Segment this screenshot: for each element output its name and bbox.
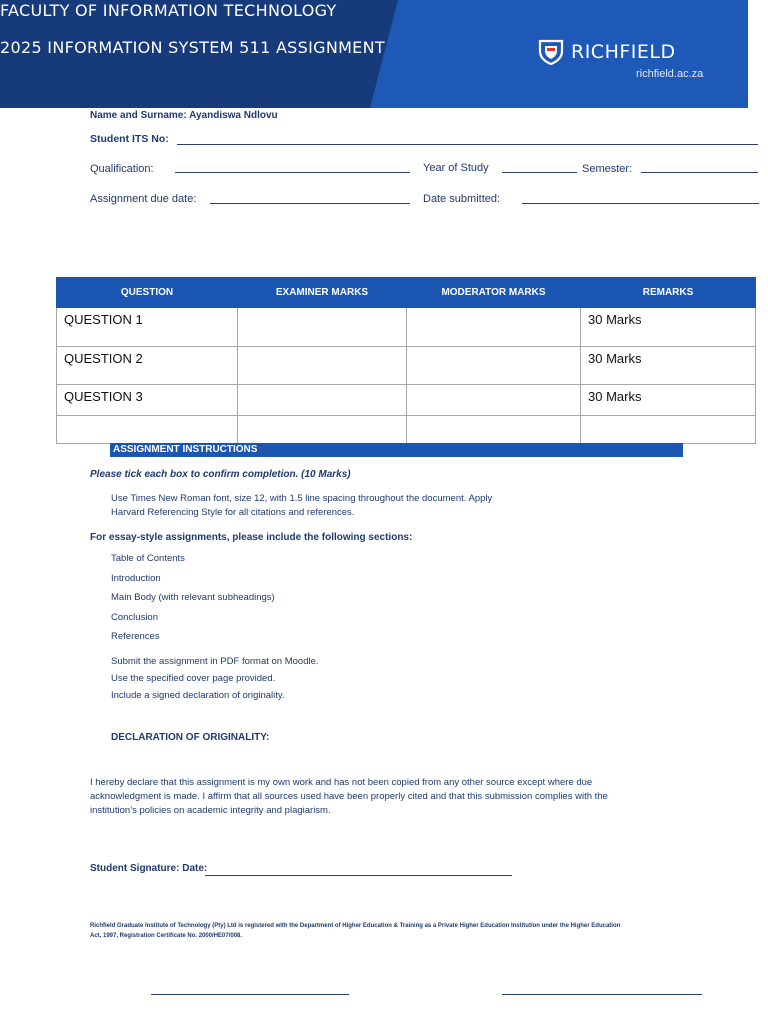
table-cell[interactable]: [238, 416, 407, 444]
shield-icon: [537, 38, 565, 66]
table-cell[interactable]: [407, 308, 581, 347]
essay-heading: For essay-style assignments, please include the following sections:: [90, 532, 413, 543]
due-date-label: Assignment due date:: [90, 193, 197, 205]
list-item: Introduction: [111, 572, 161, 584]
footer-line: Richfield Graduate Institute of Technology (Pty) Ltd is registered with the Department of Higher Education & Training as a Private Higher Education Institution under the Higher Education: [90, 923, 621, 929]
header-remarks: REMARKS: [581, 278, 756, 308]
name-field: [90, 110, 278, 121]
table-cell: QUESTION 2: [57, 347, 238, 385]
logo-url: richfield.ac.za: [636, 68, 704, 80]
table-cell: 30 Marks: [581, 347, 756, 385]
due-date-field-line[interactable]: [210, 203, 410, 204]
header-question: QUESTION: [57, 278, 238, 308]
semester-field-line[interactable]: [641, 172, 758, 173]
bottom-line-right: [502, 994, 702, 995]
footer-line: Act, 1997, Registration Certificate No. 2000/HE07/008.: [90, 933, 243, 939]
registration-footer: [90, 921, 620, 941]
submitted-label: Date submitted:: [423, 193, 501, 205]
submission-list: [111, 653, 319, 704]
faculty-title: FACULTY OF INFORMATION TECHNOLOGY: [0, 1, 337, 20]
semester-label: Semester:: [582, 163, 633, 175]
table-header-row: [57, 278, 756, 308]
logo-text: RICHFIELD: [571, 41, 676, 63]
header-examiner-marks: EXAMINER MARKS: [238, 278, 407, 308]
declaration-text: [90, 776, 608, 818]
header-banner: [0, 0, 748, 108]
list-item: Table of Contents: [111, 553, 185, 564]
signature-label: Student Signature: Date:: [90, 863, 208, 874]
list-item: Conclusion: [111, 611, 158, 623]
table-cell[interactable]: [238, 347, 407, 385]
table-cell[interactable]: [238, 308, 407, 347]
table-row: [57, 416, 756, 444]
tick-note: Please tick each box to confirm completion. (10 Marks): [90, 469, 351, 480]
assignment-title: 2025 INFORMATION SYSTEM 511 ASSIGNMENT: [0, 38, 385, 57]
table-cell: 30 Marks: [581, 385, 756, 416]
declaration-line: I hereby declare that this assignment is my own work and has not been copied from any other source except where due: [90, 777, 593, 788]
list-item: Main Body (with relevant subheadings): [111, 592, 275, 603]
instructions-bar: ASSIGNMENT INSTRUCTIONS: [110, 443, 683, 457]
name-label: Name and Surname:: [90, 110, 187, 121]
signature-field-line[interactable]: [205, 875, 512, 876]
table-cell[interactable]: [57, 416, 238, 444]
table-cell[interactable]: [407, 385, 581, 416]
table-cell: 30 Marks: [581, 308, 756, 347]
qualification-label: Qualification:: [90, 163, 154, 175]
formatting-line: Use Times New Roman font, size 12, with 1.5 line spacing throughout the document. Apply: [111, 493, 493, 504]
table-cell: QUESTION 1: [57, 308, 238, 347]
name-value: Ayandiswa Ndlovu: [189, 110, 278, 121]
year-label: Year of Study: [423, 162, 489, 174]
list-item: References: [111, 631, 160, 642]
table-row: [57, 308, 756, 347]
list-item: Use the specified cover page provided.: [111, 673, 276, 684]
year-field-line[interactable]: [502, 172, 577, 173]
table-cell[interactable]: [407, 347, 581, 385]
qualification-field-line[interactable]: [175, 172, 410, 173]
declaration-heading: DECLARATION OF ORIGINALITY:: [111, 732, 270, 743]
table-row: [57, 347, 756, 385]
bottom-line-left: [151, 994, 349, 995]
list-item: Submit the assignment in PDF format on Moodle.: [111, 656, 319, 667]
formatting-line: Harvard Referencing Style for all citations and references.: [111, 507, 355, 518]
marks-table: [56, 277, 756, 444]
header-moderator-marks: MODERATOR MARKS: [407, 278, 581, 308]
its-label: Student ITS No:: [90, 133, 169, 145]
table-row: [57, 385, 756, 416]
list-item: Include a signed declaration of originality.: [111, 690, 285, 701]
table-cell[interactable]: [581, 416, 756, 444]
declaration-line: institution’s policies on academic integrity and plagiarism.: [90, 805, 331, 816]
table-cell[interactable]: [238, 385, 407, 416]
declaration-line: acknowledgment is made. I affirm that all sources used have been properly cited and that this submission complies with the: [90, 791, 608, 802]
table-cell: QUESTION 3: [57, 385, 238, 416]
sections-list: [111, 549, 275, 647]
table-cell[interactable]: [407, 416, 581, 444]
submitted-field-line[interactable]: [522, 203, 759, 204]
its-field-line[interactable]: [177, 144, 758, 145]
formatting-instructions: [111, 492, 492, 520]
